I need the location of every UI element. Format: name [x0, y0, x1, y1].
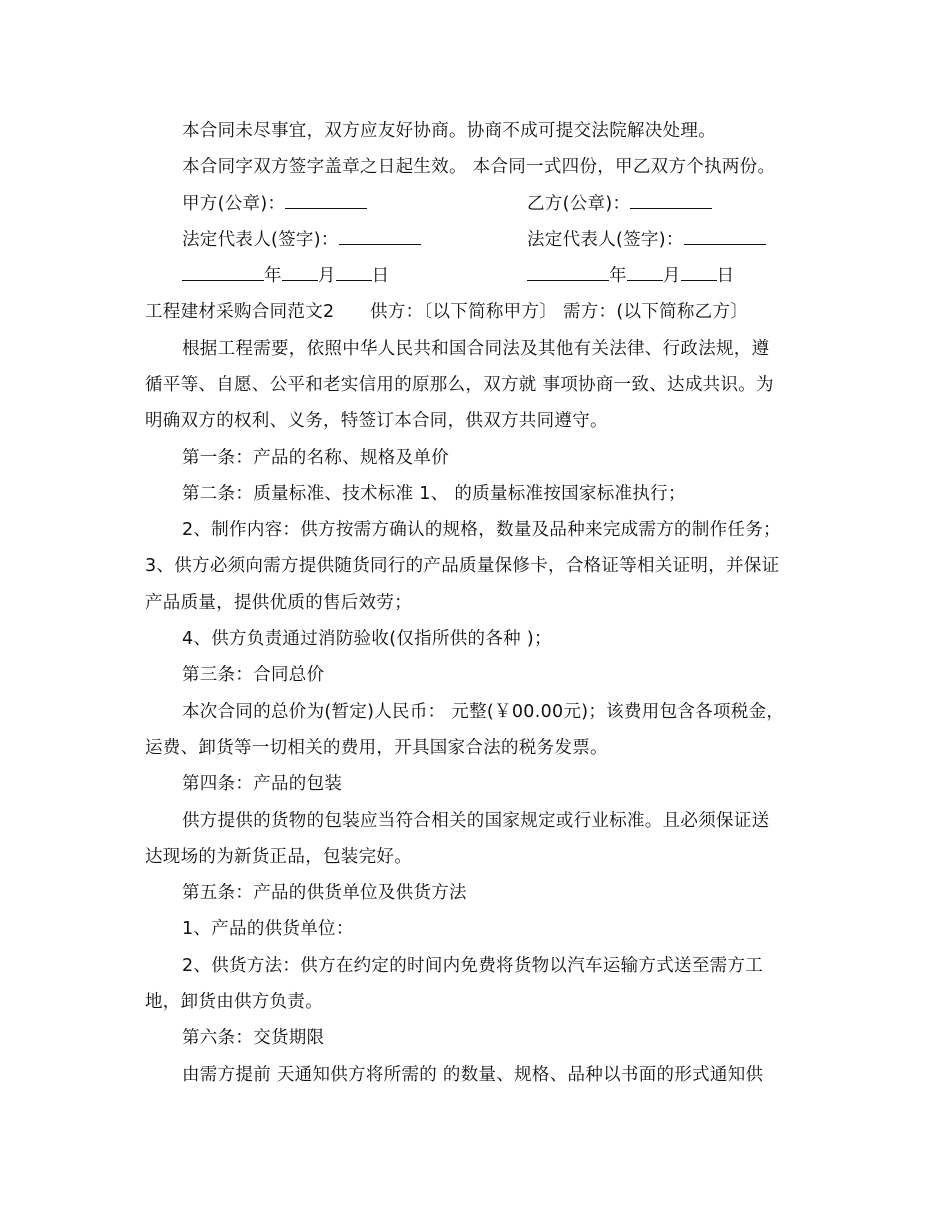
article-heading: 第六条：交货期限	[182, 1028, 325, 1048]
party-a-seal	[182, 194, 367, 214]
date-a	[182, 266, 389, 286]
article-heading: 第四条：产品的包装	[182, 774, 343, 794]
rep-a-blank	[339, 230, 421, 245]
date-a-month-blank	[282, 266, 318, 281]
paragraph-line: 明确双方的权利、义务，特签订本合同，供双方共同遵守。	[145, 411, 608, 431]
date-b-month: 月	[662, 266, 681, 286]
article-heading: 第三条：合同总价	[182, 665, 325, 685]
paragraph-line: 达现场的为新货正品，包装完好。	[145, 847, 412, 867]
paragraph-line: 本次合同的总价为(暂定)人民币： 元整(￥00.00元)；该费用包含各项税金，	[182, 702, 785, 722]
article-heading: 第一条：产品的名称、规格及单价	[182, 448, 449, 468]
date-b-day: 日	[716, 266, 735, 286]
date-b-year-blank	[527, 266, 609, 281]
date-a-month: 月	[317, 266, 336, 286]
article-heading: 第五条：产品的供货单位及供货方法	[182, 883, 467, 903]
rep-b-label: 法定代表人(签字)：	[527, 230, 684, 250]
party-a-label: 甲方(公章)：	[182, 194, 286, 214]
paragraph-line: 供方提供的货物的包装应当符合相关的国家规定或行业标准。且必须保证送	[182, 811, 770, 831]
rep-b-blank	[684, 230, 766, 245]
date-a-day: 日	[371, 266, 390, 286]
rep-a-signature	[182, 230, 421, 250]
party-b-label: 乙方(公章)：	[527, 194, 631, 214]
rep-b-signature	[527, 230, 766, 250]
paragraph-line: 根据工程需要，依照中华人民共和国合同法及其他有关法律、行政法规，遵	[182, 339, 770, 359]
date-b-month-blank	[627, 266, 663, 281]
paragraph-line: 2、供货方法：供方在约定的时间内免费将货物以汽车运输方式送至需方工	[182, 956, 764, 976]
paragraph-line: 1、产品的供货单位：	[182, 919, 354, 939]
effective-clause: 本合同字双方签字盖章之日起生效。 本合同一式四份，甲乙双方个执两份。	[182, 157, 776, 177]
paragraph-line: 2、制作内容：供方按需方确认的规格，数量及品种来完成需方的制作任务；	[182, 520, 781, 540]
date-a-year-blank	[182, 266, 264, 281]
date-b	[527, 266, 734, 286]
party-b-blank	[630, 194, 712, 209]
paragraph-line: 3、供方必须向需方提供随货同行的产品质量保修卡，合格证等相关证明，并保证	[145, 556, 780, 576]
paragraph-line: 运费、卸货等一切相关的费用，开具国家合法的税务发票。	[145, 738, 608, 758]
date-a-year: 年	[264, 266, 282, 286]
paragraph-line: 地，卸货由供方负责。	[145, 992, 323, 1012]
contract-title: 工程建材采购合同范文2 供方：〔以下简称甲方〕 需方：(以下简称乙方〕	[145, 302, 749, 322]
date-b-year: 年	[609, 266, 627, 286]
rep-a-label: 法定代表人(签字)：	[182, 230, 339, 250]
date-b-day-blank	[681, 266, 717, 281]
party-b-seal	[527, 194, 712, 214]
closing-clause: 本合同未尽事宜，双方应友好协商。协商不成可提交法院解决处理。	[182, 121, 716, 141]
paragraph-line: 4、供方负责通过消防验收(仅指所供的各种 )；	[182, 629, 552, 649]
paragraph-line: 循平等、自愿、公平和老实信用的原那么，双方就 事项协商一致、达成共识。为	[145, 375, 774, 395]
paragraph-line: 产品质量，提供优质的售后效劳；	[145, 593, 412, 613]
party-a-blank	[285, 194, 367, 209]
article-heading: 第二条：质量标准、技术标准 1、 的质量标准按国家标准执行；	[182, 484, 686, 504]
date-a-day-blank	[336, 266, 372, 281]
paragraph-line: 由需方提前 天通知供方将所需的 的数量、规格、品种以书面的形式通知供	[182, 1065, 764, 1085]
